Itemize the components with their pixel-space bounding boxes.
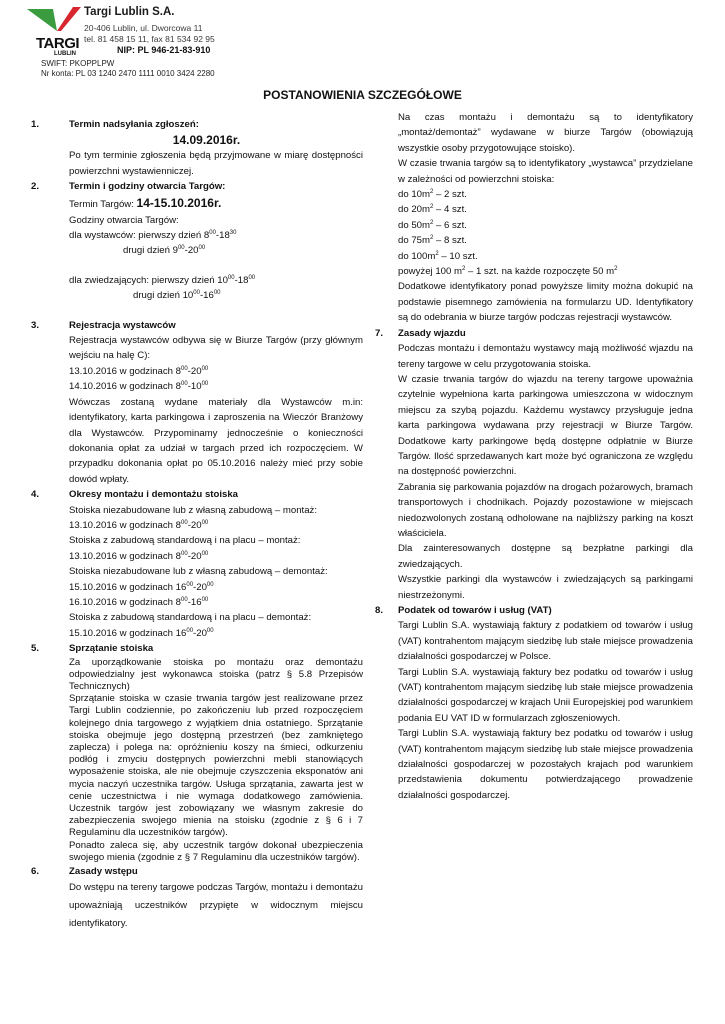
badge-limit-1: do $10m^2 - 2$ szt. [398, 188, 467, 201]
hours-exhibitors-day2: drugi dzień $9^{00}-20^{00}$ [123, 245, 206, 257]
registration-date-2: 14.10.2016 w godzinach $8^{00}-10^{00}$ [69, 381, 209, 393]
badge-limit-6: powyżej 100 $m^2 - 1$ szt. na każde rozpoczęte 50 $m^2$ [398, 265, 618, 278]
section-3 [31, 318, 363, 487]
logo-subtext: LUBLIN [54, 51, 76, 57]
paragraph: Za uporządkowanie stoiska po montażu oraz demontażu odpowiedzialny jest wykonawca stoiska (patrz § 5.8 Przepisów Technicznych) [69, 656, 363, 692]
swift-code: SWIFT: PKOPPLPW [41, 59, 115, 68]
section-heading: 6. Zasady wstępu [31, 866, 138, 878]
paragraph: Po tym terminie zgłoszenia będą przyjmowane w miarę dostępności powierzchni wystawienniczej. [69, 150, 363, 177]
section-heading-8: 8. Podatek od towarów i usług (VAT) [375, 605, 552, 616]
fair-term: Termin Targów: 14-15.10.2016r. [69, 195, 222, 210]
company-nip: NIP: PL 946-21-83-910 [117, 45, 211, 55]
paragraph: Rejestracja wystawców odbywa się w Biurze Targów (przy głównym wejściu na halę C): [69, 335, 363, 362]
disassembly-date-2: 16.10.2016 w godzinach $8^{00}-16^{00}$ [69, 596, 209, 608]
paragraph: Podczas montażu i demontażu wystawcy mają możliwość wjazdu na tereny targowe w celu przygotowania stoiska. [398, 343, 693, 370]
section-heading: 1. Termin nadsyłania zgłoszeń: [31, 119, 199, 130]
paragraph: Sprzątanie stoiska w czasie trwania targów jest realizowane przez Targi Lublin codziennie, po zakończeniu lub przed rozpoczęciem kolejnego dnia targowego z wyjątkiem dnia ostatniego. Sprzątanie stoiska obejmuje jego dostępną przestrzeń (bez zamkniętego zaplecza) i polega na: opróżnieniu koszy na śmieci, odkurzeniu podłóg i zmyciu dostępnych powierzchni mebli stanowiących wyposażenie stoiska, ale nie obejmuje czyszczenia eksponatów ani mycia naczyń uczestnika targów. Usługa sprzątania, zawarta jest w cenie uczestnictwa i nie wymaga dodatkowego zamówienia. Uczestnik targów jest zobowiązany we własnym zakresie do zabezpieczenia swojego mienia na stoisku (zgodnie z § 6 i 7 Regulaminu dla uczestników targów). [69, 693, 363, 839]
section-4 [31, 487, 363, 641]
logo-text: TARGI [36, 35, 80, 52]
section-heading: 3. Rejestracja wystawców [31, 319, 176, 331]
opening-hours-label: Godziny otwarcia Targów: [69, 214, 179, 226]
hours-visitors-day2: drugi dzień $10^{00}-16^{00}$ [133, 290, 221, 302]
badge-limit-3: do $50m^2 - 6$ szt. [398, 219, 467, 231]
disassembly-date-3: 15.10.2016 w godzinach $16^{00}-20^{00}$ [69, 627, 214, 639]
section-5 [31, 641, 363, 864]
paragraph: Targi Lublin S.A. wystawiają faktury z podatkiem od towarów i usług (VAT) kontrahentom mającym siedzibę lub stałe miejsce prowadzenia działalności gospodarczej w Polsce. [398, 620, 693, 663]
disassembly-date-1: 15.10.2016 w godzinach $16^{00}-20^{00}$ [69, 581, 214, 593]
paragraph: Na czas montażu i demontażu są to identyfikatory „montaż/demontaż” wydawane w biurze Targów (obowiązują wszystkie osoby przygotowujące stoisko). [398, 112, 693, 154]
disassembly-line-1: Stoiska niezabudowane lub z własną zabudową – demontaż: [69, 566, 328, 578]
letterhead [27, 5, 387, 85]
badge-limit-2: do $20m^2 - 4$ szt. [398, 204, 467, 216]
page-title: POSTANOWIENIA SZCZEGÓŁOWE [263, 88, 462, 102]
paragraph: Zabrania się parkowania pojazdów na drogach pożarowych, bramach transportowych i chodnikach. Pojazdy pozostawione w miejscach niedozwolonych zostaną odholowane na najbliższy parking na koszt właściciela. [398, 481, 693, 539]
hours-exhibitors-day1: dla wystawców: pierwszy dzień $8^{00}-18^{30}$ [69, 229, 237, 242]
section-2 [31, 179, 363, 317]
paragraph: Targi Lublin S.A. wystawiają faktury bez podatku od towarów i usług (VAT) kontrahentom mającym siedzibę lub stałe miejsce prowadzenia działalności gospodarczej w krajach Unii Europejskiej pod warunkiem podania EU VAT ID w formularzach zgłoszeniowych. [398, 666, 693, 724]
paragraph: W czasie trwania targów są to identyfikatory „wystawca” przydzielane w zależności od powierzchni stoiska: [398, 158, 693, 185]
assembly-date-1: 13.10.2016 w godzinach $8^{00}-20^{00}$ [69, 519, 209, 531]
section-heading: 5. Sprzątanie stoiska [31, 643, 154, 655]
section-heading: 4. Okresy montażu i demontażu stoiska [31, 489, 239, 501]
company-phone: tel. 81 458 15 11, fax 81 534 92 95 [84, 34, 215, 44]
registration-date-1: 13.10.2016 w godzinach $8^{00}-20^{00}$ [69, 365, 209, 377]
left-column [31, 117, 363, 933]
bank-account: Nr konta: PL 03 1240 2470 1111 0010 3424 2280 [41, 69, 215, 78]
deadline-date: 14.09.2016r. [172, 133, 241, 148]
paragraph: W czasie trwania targów do wjazdu na tereny targowe upoważnia czytelnie wypełniona karta parkingowa umieszczona w widocznym miejscu za szybą pojazdu. Każdemu wystawcy przysługuje jedna karta parkingowa wydawana przy rejestracji w Biurze Targów. Dodatkowe karty parkingowe będą dostępne odpłatnie w Biurze Targów. Ilość sprzedawanych kart może być ograniczona ze względu na dostępność powierzchni. [398, 373, 693, 478]
paragraph: Dodatkowe identyfikatory ponad powyższe limity można dokupić na podstawie pisemnego zamówienia na formularzu UD. Identyfikatory są do odebrania w biurze targów podczas rejestracji wystawców. [398, 281, 693, 324]
assembly-date-2: 13.10.2016 w godzinach $8^{00}-20^{00}$ [69, 550, 209, 562]
company-name: Targi Lublin S.A. [84, 6, 175, 18]
paragraph: Wszystkie parkingi dla wystawców i zwiedzających są parkingami niestrzeżonymi. [398, 574, 693, 601]
assembly-line-1: Stoiska niezabudowane lub z własną zabudową – montaż: [69, 504, 317, 516]
disassembly-line-2: Stoiska z zabudową standardową i na placu – demontaż: [69, 612, 312, 624]
paragraph: Dla zainteresowanych dostępne są bezpłatne parkingi dla zwiedzających. [398, 543, 693, 570]
paragraph: Do wstępu na tereny targowe podczas Targów, montażu i demontażu upoważniają uczestników przypięte w widocznym miejscu identyfikatory. [69, 882, 363, 930]
paragraph: Wówczas zostaną wydane materiały dla Wystawców m.in: identyfikatory, karta parkingowa i zaproszenia na Wieczór Branżowy dla Wystawców. Przypominamy jednocześnie o konieczności dokonania opłat za udział w targach przed ich rozpoczęciem. W przypadku dokonania opłat po 05.10.2016 należy mieć przy sobie dowód wpłaty. [69, 396, 363, 485]
paragraph: Targi Lublin S.A. wystawiają faktury bez podatku od towarów i usług (VAT) kontrahentom mającym siedzibę lub stałe miejsce prowadzenia działalności gospodarczej w pozostałych krajach pod warunkiem przedstawienia dokumentu potwierdzającego prowadzenie działalności gospodarczej. [398, 728, 693, 801]
section-heading-7: 7. Zasady wjazdu [375, 327, 466, 339]
assembly-line-2: Stoiska z zabudową standardową i na placu – montaż: [69, 535, 301, 547]
section-heading: 2. Termin i godziny otwarcia Targów: [31, 181, 226, 193]
paragraph: Ponadto zaleca się, aby uczestnik targów dokonał ubezpieczenia swojego mienia (zgodnie z § 7 Regulaminu dla uczestników targów). [69, 839, 363, 863]
company-address: 20-406 Lublin, ul. Dworcowa 11 [84, 23, 203, 33]
badge-limit-5: do $100m^2 - 10$ szt. [398, 250, 478, 262]
badge-limit-4: do $75m^2 - 8$ szt. [398, 235, 467, 247]
hours-visitors-day1: dla zwiedzających: pierwszy dzień $10^{00}-18^{00}$ [69, 274, 256, 286]
right-column [375, 110, 693, 803]
section-6 [31, 864, 363, 933]
section-1 [31, 117, 363, 179]
